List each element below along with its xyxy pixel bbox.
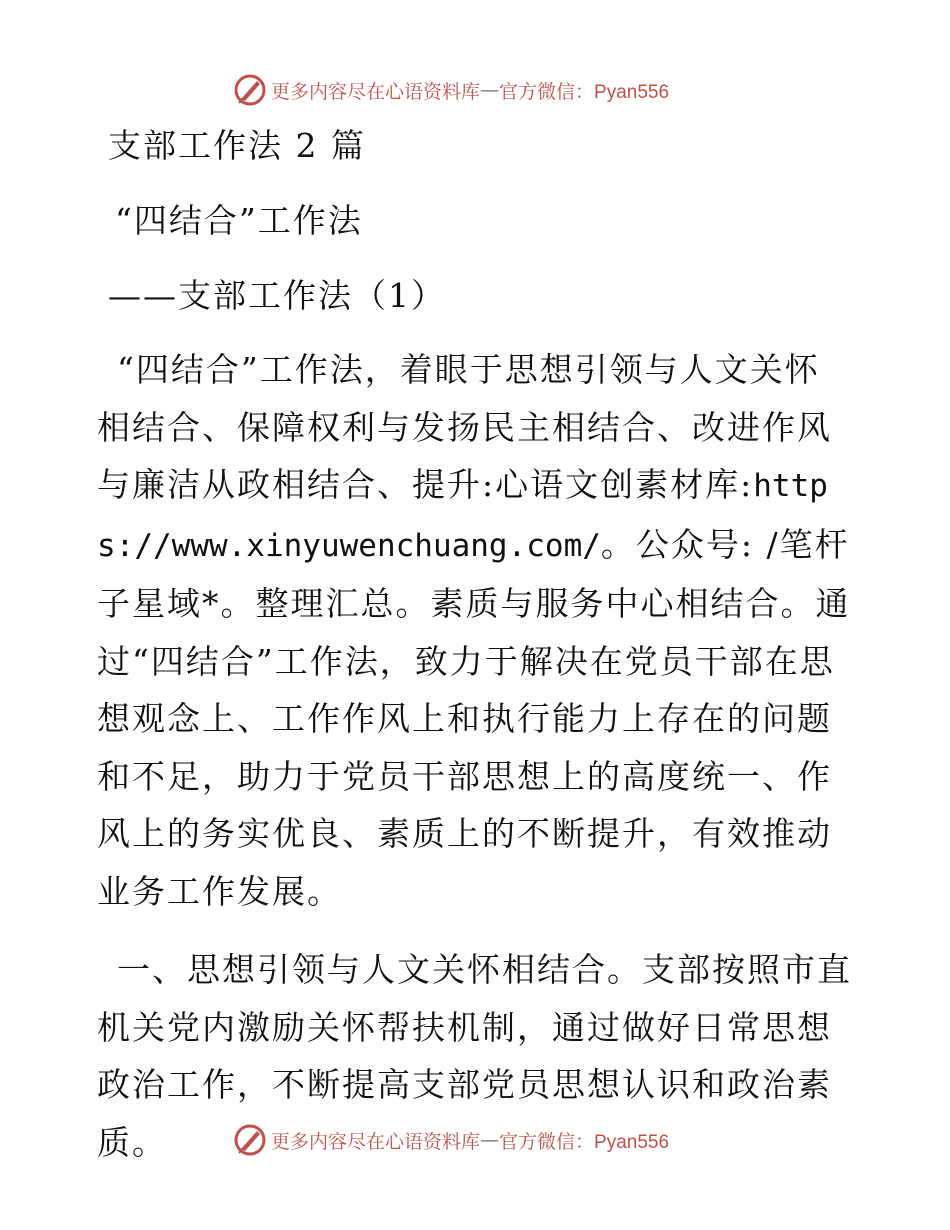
watermark-site-text: 更多内容尽在心语资料库 — [271, 80, 481, 103]
intro-paragraph — [97, 341, 852, 920]
section-title: “四结合”工作法 — [115, 201, 363, 240]
section-one-paragraph: 一、思想引领与人文关怀相结合。支部按照市直机关党内激励关怀帮扶机制，通过做好日常思想政治工作，不断提高支部党员思想认识和政治素质。 — [97, 950, 852, 1162]
watermark-wechat-text: 官方微信：Pyan556 — [499, 1131, 670, 1153]
website-link-text: https://www.xinyuwenchuang.com/ — [97, 468, 828, 564]
document-title: 支部工作法 2 篇 — [108, 126, 366, 165]
watermark-separator: — — [480, 79, 500, 101]
header-watermark — [233, 72, 669, 108]
section-subtitle: ——支部工作法（1） — [108, 276, 446, 315]
watermark-site-text: 更多内容尽在心语资料库 — [271, 1130, 481, 1153]
watermark-separator: — — [480, 1129, 500, 1151]
quill-pen-circle-icon — [233, 1123, 267, 1157]
quill-pen-circle-icon — [233, 73, 267, 107]
intro-paragraph-continued: 。公众号: /笔杆子星域*。整理汇总。素质与服务中心相结合。通过“四结合”工作法，致力于解决在党员干部在思想观念上、工作作风上和执行能力上存在的问题和不足，助力于党员干部思想上的高度统一、作风上的务实优良、素质上的不断提升，有效推动业务工作发展。 — [97, 524, 851, 911]
watermark-wechat-text: 官方微信：Pyan556 — [499, 81, 670, 103]
footer-watermark — [233, 1122, 669, 1158]
intro-paragraph-text: “四结合”工作法，着眼于思想引领与人文关怀相结合、保障权利与发扬民主相结合、改进作风与廉洁从政相结合、提升:心语文创素材库: — [97, 350, 832, 504]
